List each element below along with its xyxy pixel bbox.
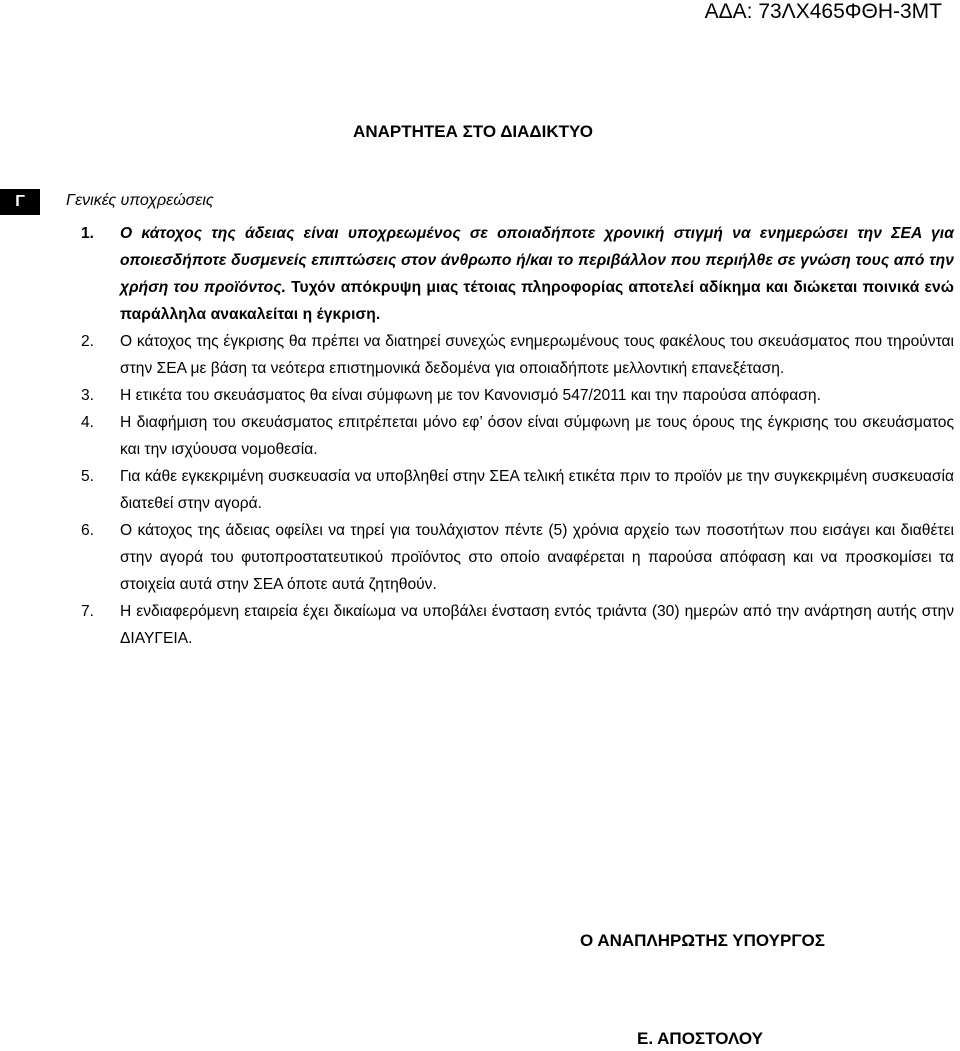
signature-name: Ε. ΑΠΟΣΤΟΛΟΥ [637, 1029, 763, 1048]
list-item-text: Η ενδιαφερόμενη εταιρεία έχει δικαίωμα να υποβάλει ένσταση εντός τριάντα (30) ημερών από την ανάρτηση αυτής στην ΔΙΑΥΓΕΙΑ. [120, 603, 954, 647]
list-item-text: Ο κάτοχος της έγκρισης θα πρέπει να διατηρεί συνεχώς ενημερωμένους τους φακέλους του σκευάσματος που τηρούνται στην ΣΕΑ με βάση τα νεότερα επιστημονικά δεδομένα για οποιαδήποτε μελλοντική επανεξέταση. [120, 333, 954, 377]
list-item [80, 463, 954, 517]
list-item [80, 328, 954, 382]
obligations-list [80, 220, 954, 652]
list-item-text [120, 225, 954, 323]
list-item-number: 4. [81, 414, 95, 431]
list-item [80, 598, 954, 652]
list-item-number: 2. [81, 333, 95, 350]
page-heading: ΑΝΑΡΤΗΤΕΑ ΣΤΟ ΔΙΑΔΙΚΤΥΟ [353, 122, 593, 141]
list-item-number: 5. [81, 468, 95, 485]
list-item-number: 1. [81, 225, 95, 242]
list-item-text: Η διαφήμιση του σκευάσματος επιτρέπεται μόνο εφ’ όσον είναι σύμφωνη με τους όρους της έγκρισης του σκευάσματος και την ισχύουσα νομοθεσία. [120, 414, 954, 458]
section-title: Γενικές υποχρεώσεις [66, 192, 214, 209]
list-item-text: Ο κάτοχος της άδειας οφείλει να τηρεί για τουλάχιστον πέντε (5) χρόνια αρχείο των ποσοτήτων που εισάγει και διαθέτει στην αγορά του φυτοπροστατευτικού προϊόντος στο οποίο αναφέρεται η παρούσα απόφαση και να προσκομίσει τα στοιχεία αυτά στην ΣΕΑ όποτε αυτά ζητηθούν. [120, 522, 954, 593]
ada-code: ΑΔΑ: 73ΛΧ465ΦΘΗ-3ΜΤ [704, 0, 942, 23]
list-item-text: Για κάθε εγκεκριμένη συσκευασία να υποβληθεί στην ΣΕΑ τελική ετικέτα πριν το προϊόν με την συγκεκριμένη συσκευασία διατεθεί στην αγορά. [120, 468, 954, 512]
signature-title: Ο ΑΝΑΠΛΗΡΩΤΗΣ ΥΠΟΥΡΓΟΣ [580, 931, 825, 950]
list-item-number: 6. [81, 522, 95, 539]
list-item-number: 3. [81, 387, 95, 404]
section-letter-badge: Γ [0, 189, 40, 215]
list-item-text-italic: Ο κάτοχος της άδειας είναι υποχρεωμένος σε οποιαδήποτε χρονική στιγμή να ενημερώσει την ΣΕΑ για οποιεσδήποτε δυσμενείς επιπτώσεις στον άνθρωπο ή/και το περιβάλλον που περιήλθε σε γνώση τους από την χρήση του προϊόντος. [120, 225, 954, 296]
list-item [80, 517, 954, 598]
list-item [80, 220, 954, 328]
list-item [80, 409, 954, 463]
list-item-text: Η ετικέτα του σκευάσματος θα είναι σύμφωνη με τον Κανονισμό 547/2011 και την παρούσα απόφαση. [120, 387, 821, 404]
list-item [80, 382, 954, 409]
list-item-number: 7. [81, 603, 95, 620]
list-item-text-plain: Τυχόν απόκρυψη μιας τέτοιας πληροφορίας αποτελεί αδίκημα και διώκεται ποινικά ενώ παράλληλα ανακαλείται η έγκριση. [120, 279, 954, 323]
